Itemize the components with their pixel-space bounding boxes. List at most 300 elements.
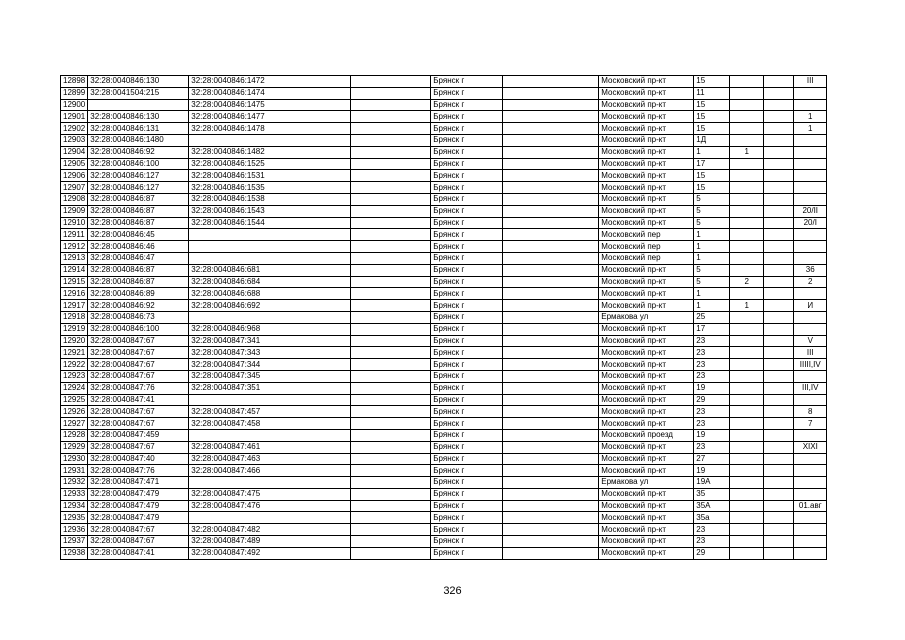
blank-cell-cell	[503, 146, 599, 158]
blank-cell-cell	[351, 300, 431, 312]
city-cell: Брянск г	[431, 512, 503, 524]
cadastral-number-cell: 32:28:0040846:73	[88, 311, 189, 323]
table-row	[61, 536, 827, 548]
row-number-cell: 12900	[61, 99, 88, 111]
building-number-cell	[730, 477, 764, 489]
cadastral-number-cell: 32:28:0040847:67	[88, 359, 189, 371]
building-number-cell	[730, 193, 764, 205]
cadastral-number-cell: 32:28:0040847:471	[88, 477, 189, 489]
table-row	[61, 477, 827, 489]
blank-cell-cell	[351, 536, 431, 548]
street-cell: Московский пр-кт	[599, 441, 694, 453]
street-cell: Московский пр-кт	[599, 300, 694, 312]
table-row	[61, 123, 827, 135]
apartment-number-cell: III,IV	[794, 382, 827, 394]
apartment-number-cell: 20/I	[794, 217, 827, 229]
house-number-cell: 19А	[694, 477, 730, 489]
street-cell: Московский пр-кт	[599, 359, 694, 371]
blank-cell-cell	[503, 205, 599, 217]
building-number-cell: 2	[730, 276, 764, 288]
row-number-cell: 12923	[61, 370, 88, 382]
house-number-cell: 23	[694, 441, 730, 453]
blank-cell-cell	[503, 547, 599, 559]
house-number-cell: 23	[694, 370, 730, 382]
apartment-number-cell: 1	[794, 123, 827, 135]
city-cell: Брянск г	[431, 488, 503, 500]
blank-cell-cell	[351, 370, 431, 382]
cadastral-number-cell: 32:28:0040847:67	[88, 418, 189, 430]
apartment-number-cell	[794, 512, 827, 524]
apartment-number-cell: IIIII,IV	[794, 359, 827, 371]
blank-cell-cell	[503, 418, 599, 430]
extra-cell-cell	[764, 123, 794, 135]
extra-cell-cell	[764, 300, 794, 312]
blank-cell-cell	[503, 252, 599, 264]
building-number-cell	[730, 288, 764, 300]
table-row	[61, 111, 827, 123]
street-cell: Московский пр-кт	[599, 500, 694, 512]
city-cell: Брянск г	[431, 394, 503, 406]
table-row	[61, 252, 827, 264]
cadastral-number-cell: 32:28:0040846:100	[88, 158, 189, 170]
row-number-cell: 12898	[61, 76, 88, 88]
row-number-cell: 12931	[61, 465, 88, 477]
blank-cell-cell	[351, 217, 431, 229]
house-number-cell: 15	[694, 99, 730, 111]
building-number-cell	[730, 536, 764, 548]
blank-cell-cell	[351, 146, 431, 158]
table-row	[61, 359, 827, 371]
apartment-number-cell: 20/II	[794, 205, 827, 217]
city-cell: Брянск г	[431, 193, 503, 205]
cadastral-number-cell: 32:28:0040846:45	[88, 229, 189, 241]
row-number-cell: 12909	[61, 205, 88, 217]
blank-cell-cell	[503, 453, 599, 465]
table-row	[61, 134, 827, 146]
cadastral-number-cell: 32:28:0040846:87	[88, 264, 189, 276]
object-number-cell: 32:28:0040847:466	[189, 465, 351, 477]
city-cell: Брянск г	[431, 300, 503, 312]
building-number-cell	[730, 347, 764, 359]
cadastral-number-cell: 32:28:0040847:76	[88, 465, 189, 477]
street-cell: Московский пр-кт	[599, 335, 694, 347]
blank-cell-cell	[351, 158, 431, 170]
object-number-cell: 32:28:0040847:344	[189, 359, 351, 371]
blank-cell-cell	[503, 288, 599, 300]
city-cell: Брянск г	[431, 146, 503, 158]
cadastral-number-cell: 32:28:0040847:41	[88, 547, 189, 559]
street-cell: Московский пр-кт	[599, 264, 694, 276]
object-number-cell: 32:28:0040847:482	[189, 524, 351, 536]
extra-cell-cell	[764, 134, 794, 146]
blank-cell-cell	[503, 99, 599, 111]
city-cell: Брянск г	[431, 524, 503, 536]
street-cell: Московский пр-кт	[599, 524, 694, 536]
extra-cell-cell	[764, 205, 794, 217]
cadastral-number-cell: 32:28:0040846:1480	[88, 134, 189, 146]
house-number-cell: 25	[694, 311, 730, 323]
blank-cell-cell	[503, 229, 599, 241]
blank-cell-cell	[503, 536, 599, 548]
cadastral-number-cell: 32:28:0040847:459	[88, 429, 189, 441]
house-number-cell: 35	[694, 488, 730, 500]
table-row	[61, 382, 827, 394]
cadastral-number-cell: 32:28:0040846:127	[88, 182, 189, 194]
blank-cell-cell	[351, 500, 431, 512]
street-cell: Московский пр-кт	[599, 453, 694, 465]
blank-cell-cell	[351, 288, 431, 300]
street-cell: Московский пр-кт	[599, 182, 694, 194]
street-cell: Московский пр-кт	[599, 370, 694, 382]
city-cell: Брянск г	[431, 441, 503, 453]
cadastral-number-cell: 32:28:0041504:215	[88, 87, 189, 99]
building-number-cell	[730, 488, 764, 500]
blank-cell-cell	[351, 335, 431, 347]
building-number-cell	[730, 252, 764, 264]
street-cell: Московский пр-кт	[599, 323, 694, 335]
building-number-cell	[730, 170, 764, 182]
building-number-cell	[730, 205, 764, 217]
street-cell: Ермакова ул	[599, 477, 694, 489]
building-number-cell	[730, 241, 764, 253]
cadastral-number-cell: 32:28:0040847:479	[88, 488, 189, 500]
city-cell: Брянск г	[431, 477, 503, 489]
building-number-cell	[730, 441, 764, 453]
cadastral-number-cell: 32:28:0040847:67	[88, 524, 189, 536]
apartment-number-cell: 8	[794, 406, 827, 418]
house-number-cell: 15	[694, 182, 730, 194]
house-number-cell: 23	[694, 418, 730, 430]
street-cell: Московский пр-кт	[599, 406, 694, 418]
object-number-cell: 32:28:0040846:1544	[189, 217, 351, 229]
street-cell: Московский пер	[599, 241, 694, 253]
apartment-number-cell	[794, 465, 827, 477]
house-number-cell: 23	[694, 335, 730, 347]
extra-cell-cell	[764, 158, 794, 170]
row-number-cell: 12934	[61, 500, 88, 512]
blank-cell-cell	[351, 241, 431, 253]
blank-cell-cell	[351, 429, 431, 441]
extra-cell-cell	[764, 465, 794, 477]
extra-cell-cell	[764, 252, 794, 264]
object-number-cell: 32:28:0040847:475	[189, 488, 351, 500]
building-number-cell	[730, 453, 764, 465]
street-cell: Московский проезд	[599, 429, 694, 441]
street-cell: Московский пр-кт	[599, 205, 694, 217]
blank-cell-cell	[503, 394, 599, 406]
blank-cell-cell	[503, 500, 599, 512]
blank-cell-cell	[503, 465, 599, 477]
building-number-cell	[730, 359, 764, 371]
row-number-cell: 12928	[61, 429, 88, 441]
city-cell: Брянск г	[431, 87, 503, 99]
apartment-number-cell	[794, 288, 827, 300]
blank-cell-cell	[503, 335, 599, 347]
cadastral-number-cell: 32:28:0040846:87	[88, 205, 189, 217]
house-number-cell: 1	[694, 300, 730, 312]
apartment-number-cell	[794, 394, 827, 406]
house-number-cell: 35а	[694, 512, 730, 524]
blank-cell-cell	[503, 264, 599, 276]
building-number-cell	[730, 394, 764, 406]
row-number-cell: 12930	[61, 453, 88, 465]
apartment-number-cell	[794, 429, 827, 441]
blank-cell-cell	[503, 123, 599, 135]
apartment-number-cell	[794, 311, 827, 323]
house-number-cell: 35А	[694, 500, 730, 512]
blank-cell-cell	[351, 99, 431, 111]
extra-cell-cell	[764, 418, 794, 430]
city-cell: Брянск г	[431, 158, 503, 170]
registry-table	[60, 75, 827, 560]
street-cell: Московский пр-кт	[599, 288, 694, 300]
apartment-number-cell: XIXI	[794, 441, 827, 453]
street-cell: Московский пер	[599, 252, 694, 264]
building-number-cell	[730, 311, 764, 323]
cadastral-number-cell: 32:28:0040846:92	[88, 300, 189, 312]
extra-cell-cell	[764, 536, 794, 548]
cadastral-number-cell: 32:28:0040846:92	[88, 146, 189, 158]
street-cell: Ермакова ул	[599, 311, 694, 323]
row-number-cell: 12918	[61, 311, 88, 323]
apartment-number-cell	[794, 524, 827, 536]
apartment-number-cell	[794, 547, 827, 559]
blank-cell-cell	[503, 276, 599, 288]
cadastral-number-cell	[88, 99, 189, 111]
row-number-cell: 12913	[61, 252, 88, 264]
object-number-cell	[189, 477, 351, 489]
building-number-cell	[730, 370, 764, 382]
city-cell: Брянск г	[431, 418, 503, 430]
blank-cell-cell	[503, 359, 599, 371]
row-number-cell: 12906	[61, 170, 88, 182]
apartment-number-cell: 2	[794, 276, 827, 288]
object-number-cell: 32:28:0040847:458	[189, 418, 351, 430]
table-row	[61, 205, 827, 217]
extra-cell-cell	[764, 429, 794, 441]
house-number-cell: 15	[694, 123, 730, 135]
table-row	[61, 465, 827, 477]
object-number-cell: 32:28:0040846:1538	[189, 193, 351, 205]
city-cell: Брянск г	[431, 370, 503, 382]
blank-cell-cell	[503, 524, 599, 536]
building-number-cell	[730, 382, 764, 394]
cadastral-number-cell: 32:28:0040846:131	[88, 123, 189, 135]
street-cell: Московский пр-кт	[599, 488, 694, 500]
extra-cell-cell	[764, 441, 794, 453]
house-number-cell: 15	[694, 76, 730, 88]
city-cell: Брянск г	[431, 134, 503, 146]
street-cell: Московский пр-кт	[599, 418, 694, 430]
building-number-cell: 1	[730, 300, 764, 312]
object-number-cell: 32:28:0040846:1525	[189, 158, 351, 170]
object-number-cell: 32:28:0040846:1482	[189, 146, 351, 158]
table-row	[61, 99, 827, 111]
street-cell: Московский пр-кт	[599, 394, 694, 406]
table-row	[61, 193, 827, 205]
city-cell: Брянск г	[431, 182, 503, 194]
house-number-cell: 5	[694, 276, 730, 288]
blank-cell-cell	[351, 359, 431, 371]
house-number-cell: 5	[694, 264, 730, 276]
house-number-cell: 1	[694, 252, 730, 264]
building-number-cell	[730, 134, 764, 146]
city-cell: Брянск г	[431, 382, 503, 394]
object-number-cell	[189, 241, 351, 253]
city-cell: Брянск г	[431, 288, 503, 300]
building-number-cell	[730, 512, 764, 524]
street-cell: Московский пр-кт	[599, 217, 694, 229]
apartment-number-cell	[794, 453, 827, 465]
street-cell: Московский пр-кт	[599, 158, 694, 170]
house-number-cell: 17	[694, 323, 730, 335]
city-cell: Брянск г	[431, 205, 503, 217]
table-row	[61, 264, 827, 276]
blank-cell-cell	[351, 76, 431, 88]
extra-cell-cell	[764, 288, 794, 300]
apartment-number-cell	[794, 158, 827, 170]
object-number-cell	[189, 429, 351, 441]
blank-cell-cell	[351, 229, 431, 241]
blank-cell-cell	[503, 323, 599, 335]
blank-cell-cell	[351, 488, 431, 500]
building-number-cell	[730, 182, 764, 194]
extra-cell-cell	[764, 111, 794, 123]
city-cell: Брянск г	[431, 323, 503, 335]
apartment-number-cell	[794, 193, 827, 205]
table-row	[61, 182, 827, 194]
city-cell: Брянск г	[431, 500, 503, 512]
row-number-cell: 12938	[61, 547, 88, 559]
table-row	[61, 512, 827, 524]
blank-cell-cell	[503, 488, 599, 500]
extra-cell-cell	[764, 335, 794, 347]
object-number-cell: 32:28:0040847:463	[189, 453, 351, 465]
object-number-cell: 32:28:0040847:489	[189, 536, 351, 548]
city-cell: Брянск г	[431, 111, 503, 123]
apartment-number-cell	[794, 536, 827, 548]
table-row	[61, 146, 827, 158]
blank-cell-cell	[351, 87, 431, 99]
building-number-cell	[730, 547, 764, 559]
building-number-cell	[730, 264, 764, 276]
apartment-number-cell	[794, 99, 827, 111]
row-number-cell: 12936	[61, 524, 88, 536]
extra-cell-cell	[764, 524, 794, 536]
building-number-cell	[730, 406, 764, 418]
blank-cell-cell	[351, 111, 431, 123]
cadastral-number-cell: 32:28:0040846:89	[88, 288, 189, 300]
city-cell: Брянск г	[431, 170, 503, 182]
extra-cell-cell	[764, 488, 794, 500]
cadastral-number-cell: 32:28:0040846:87	[88, 276, 189, 288]
object-number-cell: 32:28:0040846:1477	[189, 111, 351, 123]
extra-cell-cell	[764, 311, 794, 323]
cadastral-number-cell: 32:28:0040846:100	[88, 323, 189, 335]
table-row	[61, 288, 827, 300]
blank-cell-cell	[351, 441, 431, 453]
row-number-cell: 12919	[61, 323, 88, 335]
table-row	[61, 229, 827, 241]
table-row	[61, 488, 827, 500]
cadastral-number-cell: 32:28:0040847:67	[88, 536, 189, 548]
row-number-cell: 12924	[61, 382, 88, 394]
street-cell: Московский пр-кт	[599, 99, 694, 111]
cadastral-number-cell: 32:28:0040846:130	[88, 111, 189, 123]
extra-cell-cell	[764, 347, 794, 359]
extra-cell-cell	[764, 323, 794, 335]
street-cell: Московский пр-кт	[599, 193, 694, 205]
house-number-cell: 5	[694, 193, 730, 205]
table-row	[61, 429, 827, 441]
cadastral-number-cell: 32:28:0040846:127	[88, 170, 189, 182]
row-number-cell: 12933	[61, 488, 88, 500]
extra-cell-cell	[764, 76, 794, 88]
apartment-number-cell	[794, 241, 827, 253]
city-cell: Брянск г	[431, 536, 503, 548]
apartment-number-cell	[794, 477, 827, 489]
house-number-cell: 23	[694, 406, 730, 418]
object-number-cell: 32:28:0040847:492	[189, 547, 351, 559]
blank-cell-cell	[351, 170, 431, 182]
page-number: 326	[443, 585, 462, 597]
object-number-cell: 32:28:0040846:692	[189, 300, 351, 312]
city-cell: Брянск г	[431, 76, 503, 88]
row-number-cell: 12921	[61, 347, 88, 359]
blank-cell-cell	[351, 477, 431, 489]
building-number-cell	[730, 111, 764, 123]
object-number-cell	[189, 512, 351, 524]
object-number-cell: 32:28:0040846:1535	[189, 182, 351, 194]
blank-cell-cell	[351, 347, 431, 359]
registry-table-body	[61, 76, 827, 560]
blank-cell-cell	[503, 87, 599, 99]
table-row	[61, 418, 827, 430]
building-number-cell	[730, 229, 764, 241]
house-number-cell: 1Д	[694, 134, 730, 146]
house-number-cell: 23	[694, 524, 730, 536]
house-number-cell: 19	[694, 382, 730, 394]
apartment-number-cell: III	[794, 76, 827, 88]
blank-cell-cell	[351, 193, 431, 205]
building-number-cell	[730, 217, 764, 229]
cadastral-number-cell: 32:28:0040847:479	[88, 512, 189, 524]
table-row	[61, 394, 827, 406]
blank-cell-cell	[351, 465, 431, 477]
row-number-cell: 12911	[61, 229, 88, 241]
building-number-cell	[730, 429, 764, 441]
house-number-cell: 1	[694, 288, 730, 300]
object-number-cell: 32:28:0040847:343	[189, 347, 351, 359]
row-number-cell: 12905	[61, 158, 88, 170]
blank-cell-cell	[503, 111, 599, 123]
blank-cell-cell	[351, 406, 431, 418]
building-number-cell	[730, 500, 764, 512]
city-cell: Брянск г	[431, 252, 503, 264]
building-number-cell	[730, 99, 764, 111]
blank-cell-cell	[351, 382, 431, 394]
cadastral-number-cell: 32:28:0040846:46	[88, 241, 189, 253]
extra-cell-cell	[764, 241, 794, 253]
blank-cell-cell	[503, 241, 599, 253]
row-number-cell: 12899	[61, 87, 88, 99]
house-number-cell: 23	[694, 536, 730, 548]
house-number-cell: 29	[694, 394, 730, 406]
house-number-cell: 1	[694, 241, 730, 253]
table-row	[61, 453, 827, 465]
blank-cell-cell	[503, 512, 599, 524]
extra-cell-cell	[764, 264, 794, 276]
